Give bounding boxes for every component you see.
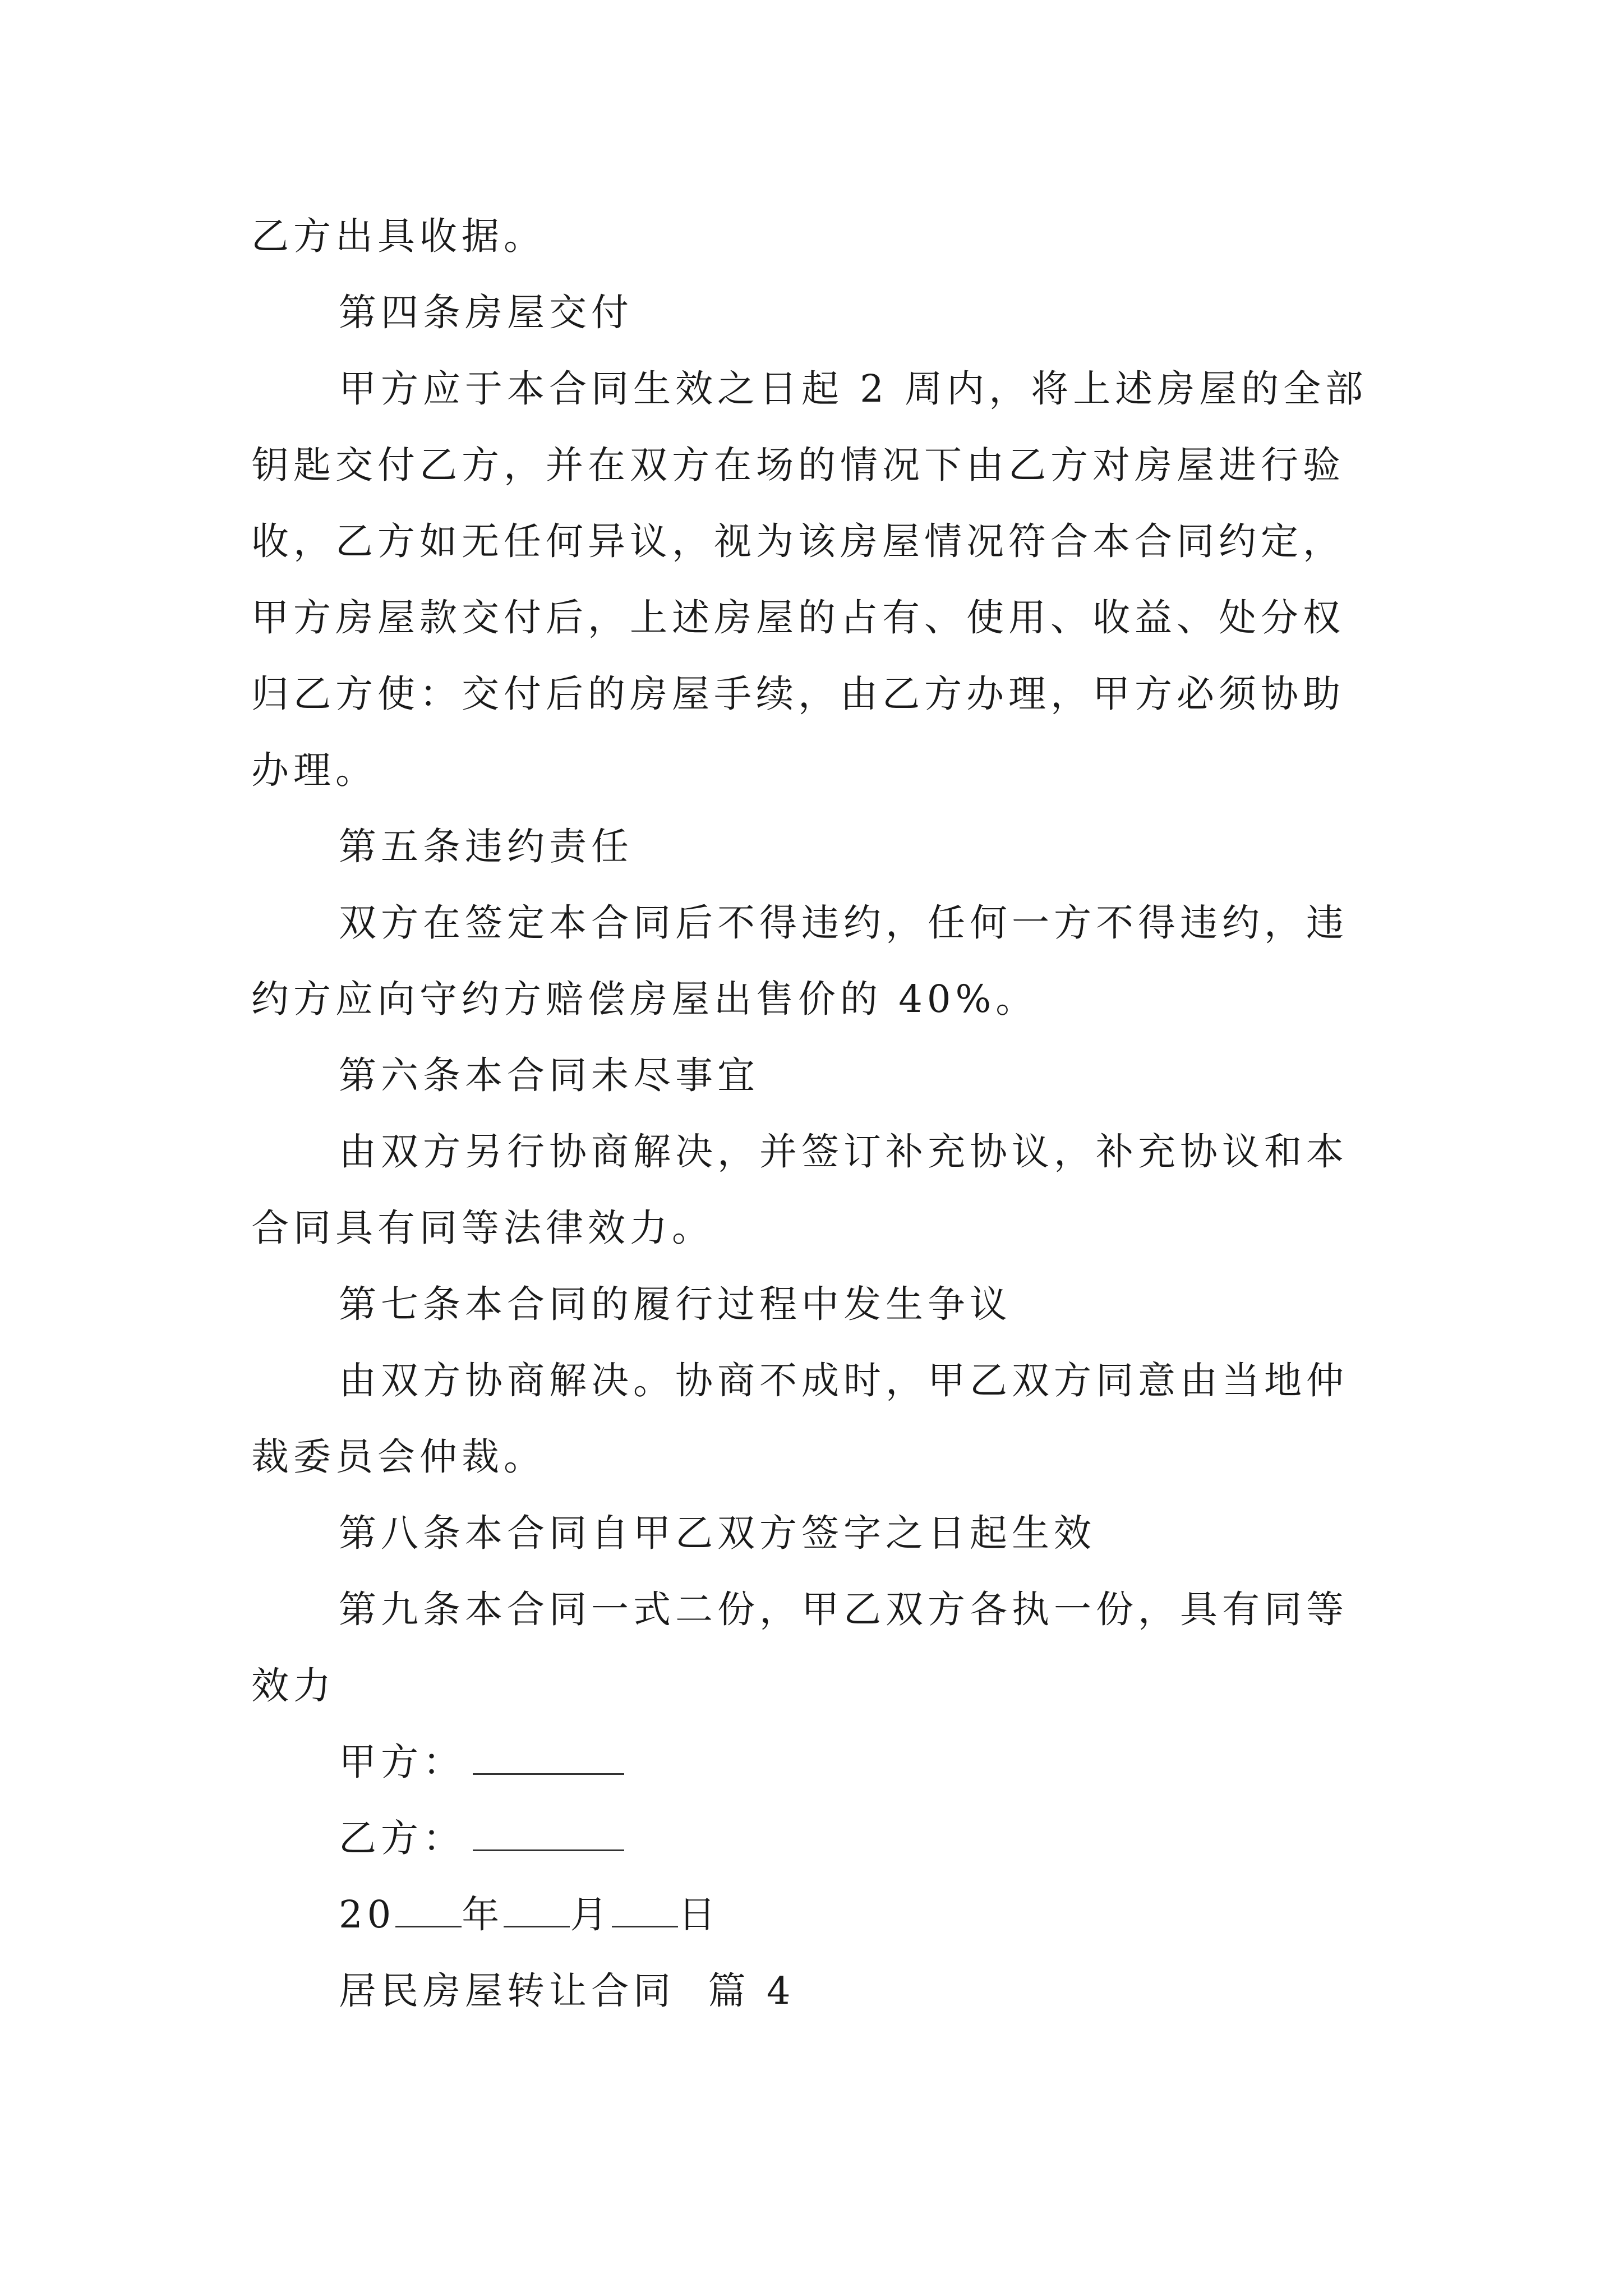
paragraph-line: 由双方协商解决。协商不成时，甲乙双方同意由当地仲 xyxy=(339,1359,1348,1402)
party-a-label: 甲方： xyxy=(339,1740,465,1784)
article-heading: 第四条房屋交付 xyxy=(339,291,633,334)
paragraph-line: 第九条本合同一式二份，甲乙双方各执一份，具有同等 xyxy=(339,1588,1348,1631)
date-line xyxy=(339,1889,720,1940)
next-section-title: 居民房屋转让合同 篇 4 xyxy=(339,1969,795,2013)
year-prefix: 20 xyxy=(339,1893,396,1936)
day-label: 日 xyxy=(678,1893,721,1936)
party-a-signature-line xyxy=(473,1740,624,1775)
article-heading: 第五条违约责任 xyxy=(339,825,633,868)
month-blank xyxy=(504,1892,570,1927)
paragraph-line: 乙方出具收据。 xyxy=(251,214,546,258)
paragraph-line: 归乙方使：交付后的房屋手续，由乙方办理，甲方必须协助 xyxy=(251,672,1345,716)
party-b-signature xyxy=(339,1813,624,1864)
paragraph-line: 双方在签定本合同后不得违约，任何一方不得违约，违 xyxy=(339,901,1348,945)
paragraph-line: 约方应向守约方赔偿房屋出售价的 40%。 xyxy=(251,977,1038,1021)
year-blank xyxy=(395,1892,462,1927)
party-b-label: 乙方： xyxy=(339,1816,465,1860)
article-heading: 第六条本合同未尽事宜 xyxy=(339,1053,759,1097)
paragraph-line: 钥匙交付乙方，并在双方在场的情况下由乙方对房屋进行验 xyxy=(251,443,1345,487)
paragraph-line: 效力 xyxy=(251,1664,335,1708)
year-label: 年 xyxy=(462,1893,504,1936)
paragraph-line: 办理。 xyxy=(251,748,377,792)
article-heading: 第八条本合同自甲乙双方签字之日起生效 xyxy=(339,1511,1096,1555)
paragraph-line: 合同具有同等法律效力。 xyxy=(251,1206,714,1250)
paragraph-line: 甲方房屋款交付后，上述房屋的占有、使用、收益、处分权 xyxy=(251,596,1345,639)
month-label: 月 xyxy=(570,1893,612,1936)
paragraph-line: 甲方应于本合同生效之日起 2 周内，将上述房屋的全部 xyxy=(339,367,1368,411)
paragraph-line: 裁委员会仲裁。 xyxy=(251,1435,546,1479)
paragraph-line: 收，乙方如无任何异议，视为该房屋情况符合本合同约定， xyxy=(251,519,1345,563)
party-a-signature xyxy=(339,1737,624,1787)
paragraph-line: 由双方另行协商解决，并签订补充协议，补充协议和本 xyxy=(339,1130,1348,1174)
article-heading: 第七条本合同的履行过程中发生争议 xyxy=(339,1282,1012,1326)
party-b-signature-line xyxy=(473,1816,624,1851)
day-blank xyxy=(612,1892,678,1927)
